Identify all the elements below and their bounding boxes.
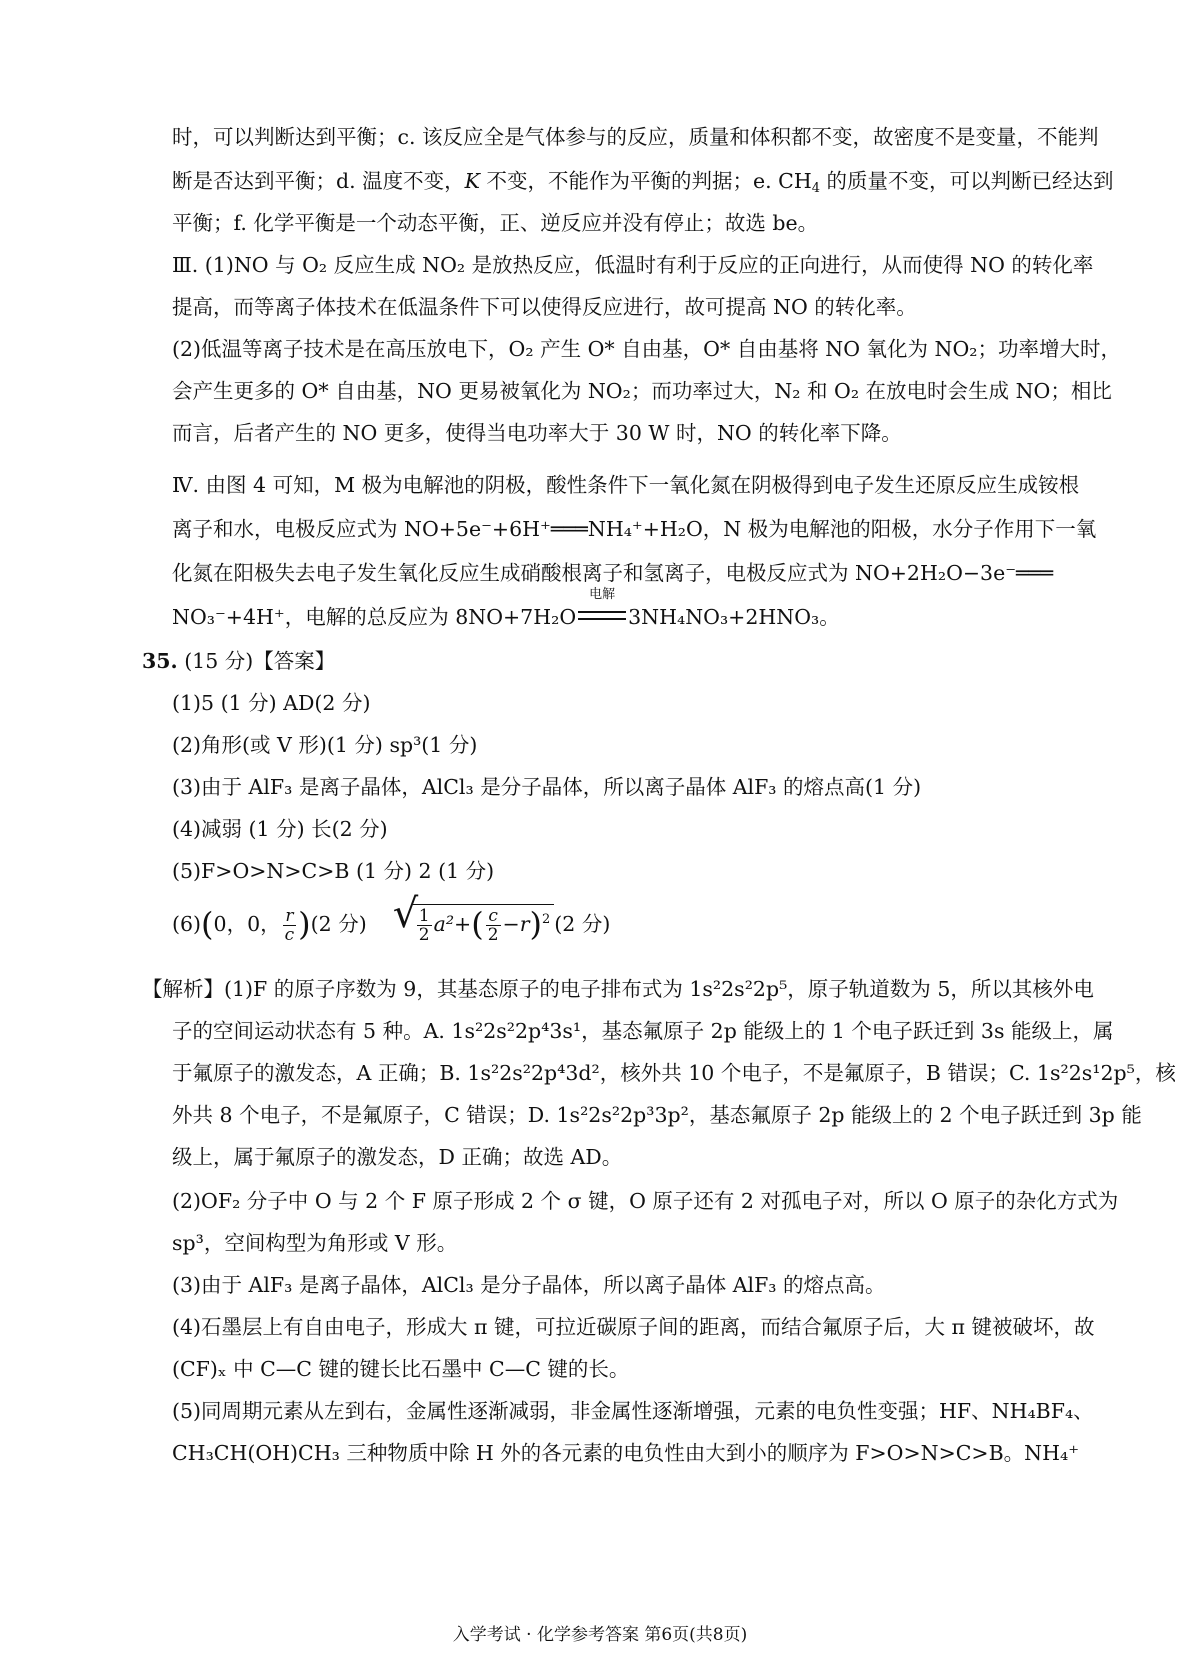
answer-line-formula: (6)(0，0， $\frac{r}{c}$ )(2 分) √ $\frac{1}{2}$ a²+( $\frac{c}{2}$ −r)$^2$ (2 分) bbox=[172, 891, 611, 945]
text-line: 离子和水，电极反应式为 NO+5e⁻+6H⁺═══NH₄⁺+H₂O，N 极为电解池的阳极，水分子作用下一氧 bbox=[172, 517, 1097, 541]
page-footer: 入学考试 · 化学参考答案 第6页(共8页) bbox=[452, 1625, 748, 1645]
electrolysis-equation-line: NO₃⁻+4H⁺，电解的总反应为 8NO+7H₂O 电解 3NH₄NO₃+2HNO₃。 bbox=[172, 602, 1050, 632]
analysis-line: (CF)ₓ 中 C—C 键的键长比石墨中 C—C 键的长。 bbox=[172, 1357, 630, 1381]
reaction-condition-arrow: 电解 bbox=[576, 602, 628, 632]
analysis-line: 外共 8 个电子，不是氟原子，C 错误；D. 1s²2s²2p³3p²，基态氟原子 2p 能级上的 2 个电子跃迁到 3p 能 bbox=[172, 1103, 1142, 1127]
answer-line: (3)由于 AlF₃ 是离子晶体，AlCl₃ 是分子晶体，所以离子晶体 AlF₃ 的熔点高(1 分) bbox=[172, 775, 922, 799]
analysis-line: (5)同周期元素从左到右，金属性逐渐减弱，非金属性逐渐增强，元素的电负性变强；HF、NH₄BF₄、 bbox=[172, 1399, 1094, 1423]
answer-line: (4)减弱 (1 分) 长(2 分) bbox=[172, 817, 388, 841]
text-line: Ⅳ. 由图 4 可知，M 极为电解池的阴极，酸性条件下一氧化氮在阴极得到电子发生还原反应生成铵根 bbox=[172, 473, 1080, 497]
text-line: 时，可以判断达到平衡；c. 该反应全是气体参与的反应，质量和体积都不变，故密度不是变量，不能判 bbox=[172, 125, 1099, 149]
analysis-line: 级上，属于氟原子的激发态，D 正确；故选 AD。 bbox=[172, 1145, 623, 1169]
answer-line: (2)角形(或 V 形)(1 分) sp³(1 分) bbox=[172, 733, 478, 757]
analysis-line: 子的空间运动状态有 5 种。A. 1s²2s²2p⁴3s¹，基态氟原子 2p 能级上的 1 个电子跃迁到 3s 能级上，属 bbox=[172, 1019, 1114, 1043]
text-line: Ⅲ. (1)NO 与 O₂ 反应生成 NO₂ 是放热反应，低温时有利于反应的正向进行，从而使得 NO 的转化率 bbox=[172, 253, 1094, 277]
analysis-line: 【解析】(1)F 的原子序数为 9，其基态原子的电子排布式为 1s²2s²2p⁵，原子轨道数为 5，所以其核外电 bbox=[142, 977, 1094, 1001]
analysis-line: CH₃CH(OH)CH₃ 三种物质中除 H 外的各元素的电负性由大到小的顺序为 F>O>N>C>B。NH₄⁺ bbox=[172, 1441, 1080, 1465]
text-line: (2)低温等离子技术是在高压放电下，O₂ 产生 O* 自由基，O* 自由基将 NO 氧化为 NO₂；功率增大时， bbox=[172, 337, 1121, 361]
text-line: 平衡；f. 化学平衡是一个动态平衡，正、逆反应并没有停止；故选 be。 bbox=[172, 211, 819, 235]
question-35-header: 35. (15 分)【答案】 bbox=[142, 649, 336, 673]
text-line: 提高，而等离子体技术在低温条件下可以使得反应进行，故可提高 NO 的转化率。 bbox=[172, 295, 917, 319]
analysis-line: sp³，空间构型为角形或 V 形。 bbox=[172, 1231, 458, 1255]
analysis-line: 于氟原子的激发态，A 正确；B. 1s²2s²2p⁴3d²，核外共 10 个电子，不是氟原子，B 错误；C. 1s²2s¹2p⁵，核 bbox=[172, 1061, 1176, 1085]
square-root: √ $\frac{1}{2}$ a²+( $\frac{c}{2}$ −r)$^2$ bbox=[393, 904, 555, 944]
fraction: $\frac{r}{c}$ bbox=[284, 906, 295, 945]
analysis-line: (4)石墨层上有自由电子，形成大 π 键，可拉近碳原子间的距离，而结合氟原子后，大 π 键被破坏，故 bbox=[172, 1315, 1095, 1339]
answer-line: (5)F>O>N>C>B (1 分) 2 (1 分) bbox=[172, 859, 495, 883]
answer-line: (1)5 (1 分) AD(2 分) bbox=[172, 691, 371, 715]
analysis-line: (3)由于 AlF₃ 是离子晶体，AlCl₃ 是分子晶体，所以离子晶体 AlF₃ 的熔点高。 bbox=[172, 1273, 886, 1297]
text-line: 断是否达到平衡；d. 温度不变，K 不变，不能作为平衡的判据；e. $CH_4$ 的质量不变，可以判断已经达到 bbox=[172, 169, 1114, 196]
analysis-line: (2)OF₂ 分子中 O 与 2 个 F 原子形成 2 个 σ 键，O 原子还有 2 对孤电子对，所以 O 原子的杂化方式为 bbox=[172, 1189, 1119, 1213]
text-line: 会产生更多的 O* 自由基，NO 更易被氧化为 NO₂；而功率过大，N₂ 和 O₂ 在放电时会生成 NO；相比 bbox=[172, 379, 1112, 403]
text-line: 化氮在阳极失去电子发生氧化反应生成硝酸根离子和氢离子，电极反应式为 NO+2H₂O−3e⁻═══ bbox=[172, 561, 1054, 585]
text-line: 而言，后者产生的 NO 更多，使得当电功率大于 30 W 时，NO 的转化率下降。 bbox=[172, 421, 902, 445]
